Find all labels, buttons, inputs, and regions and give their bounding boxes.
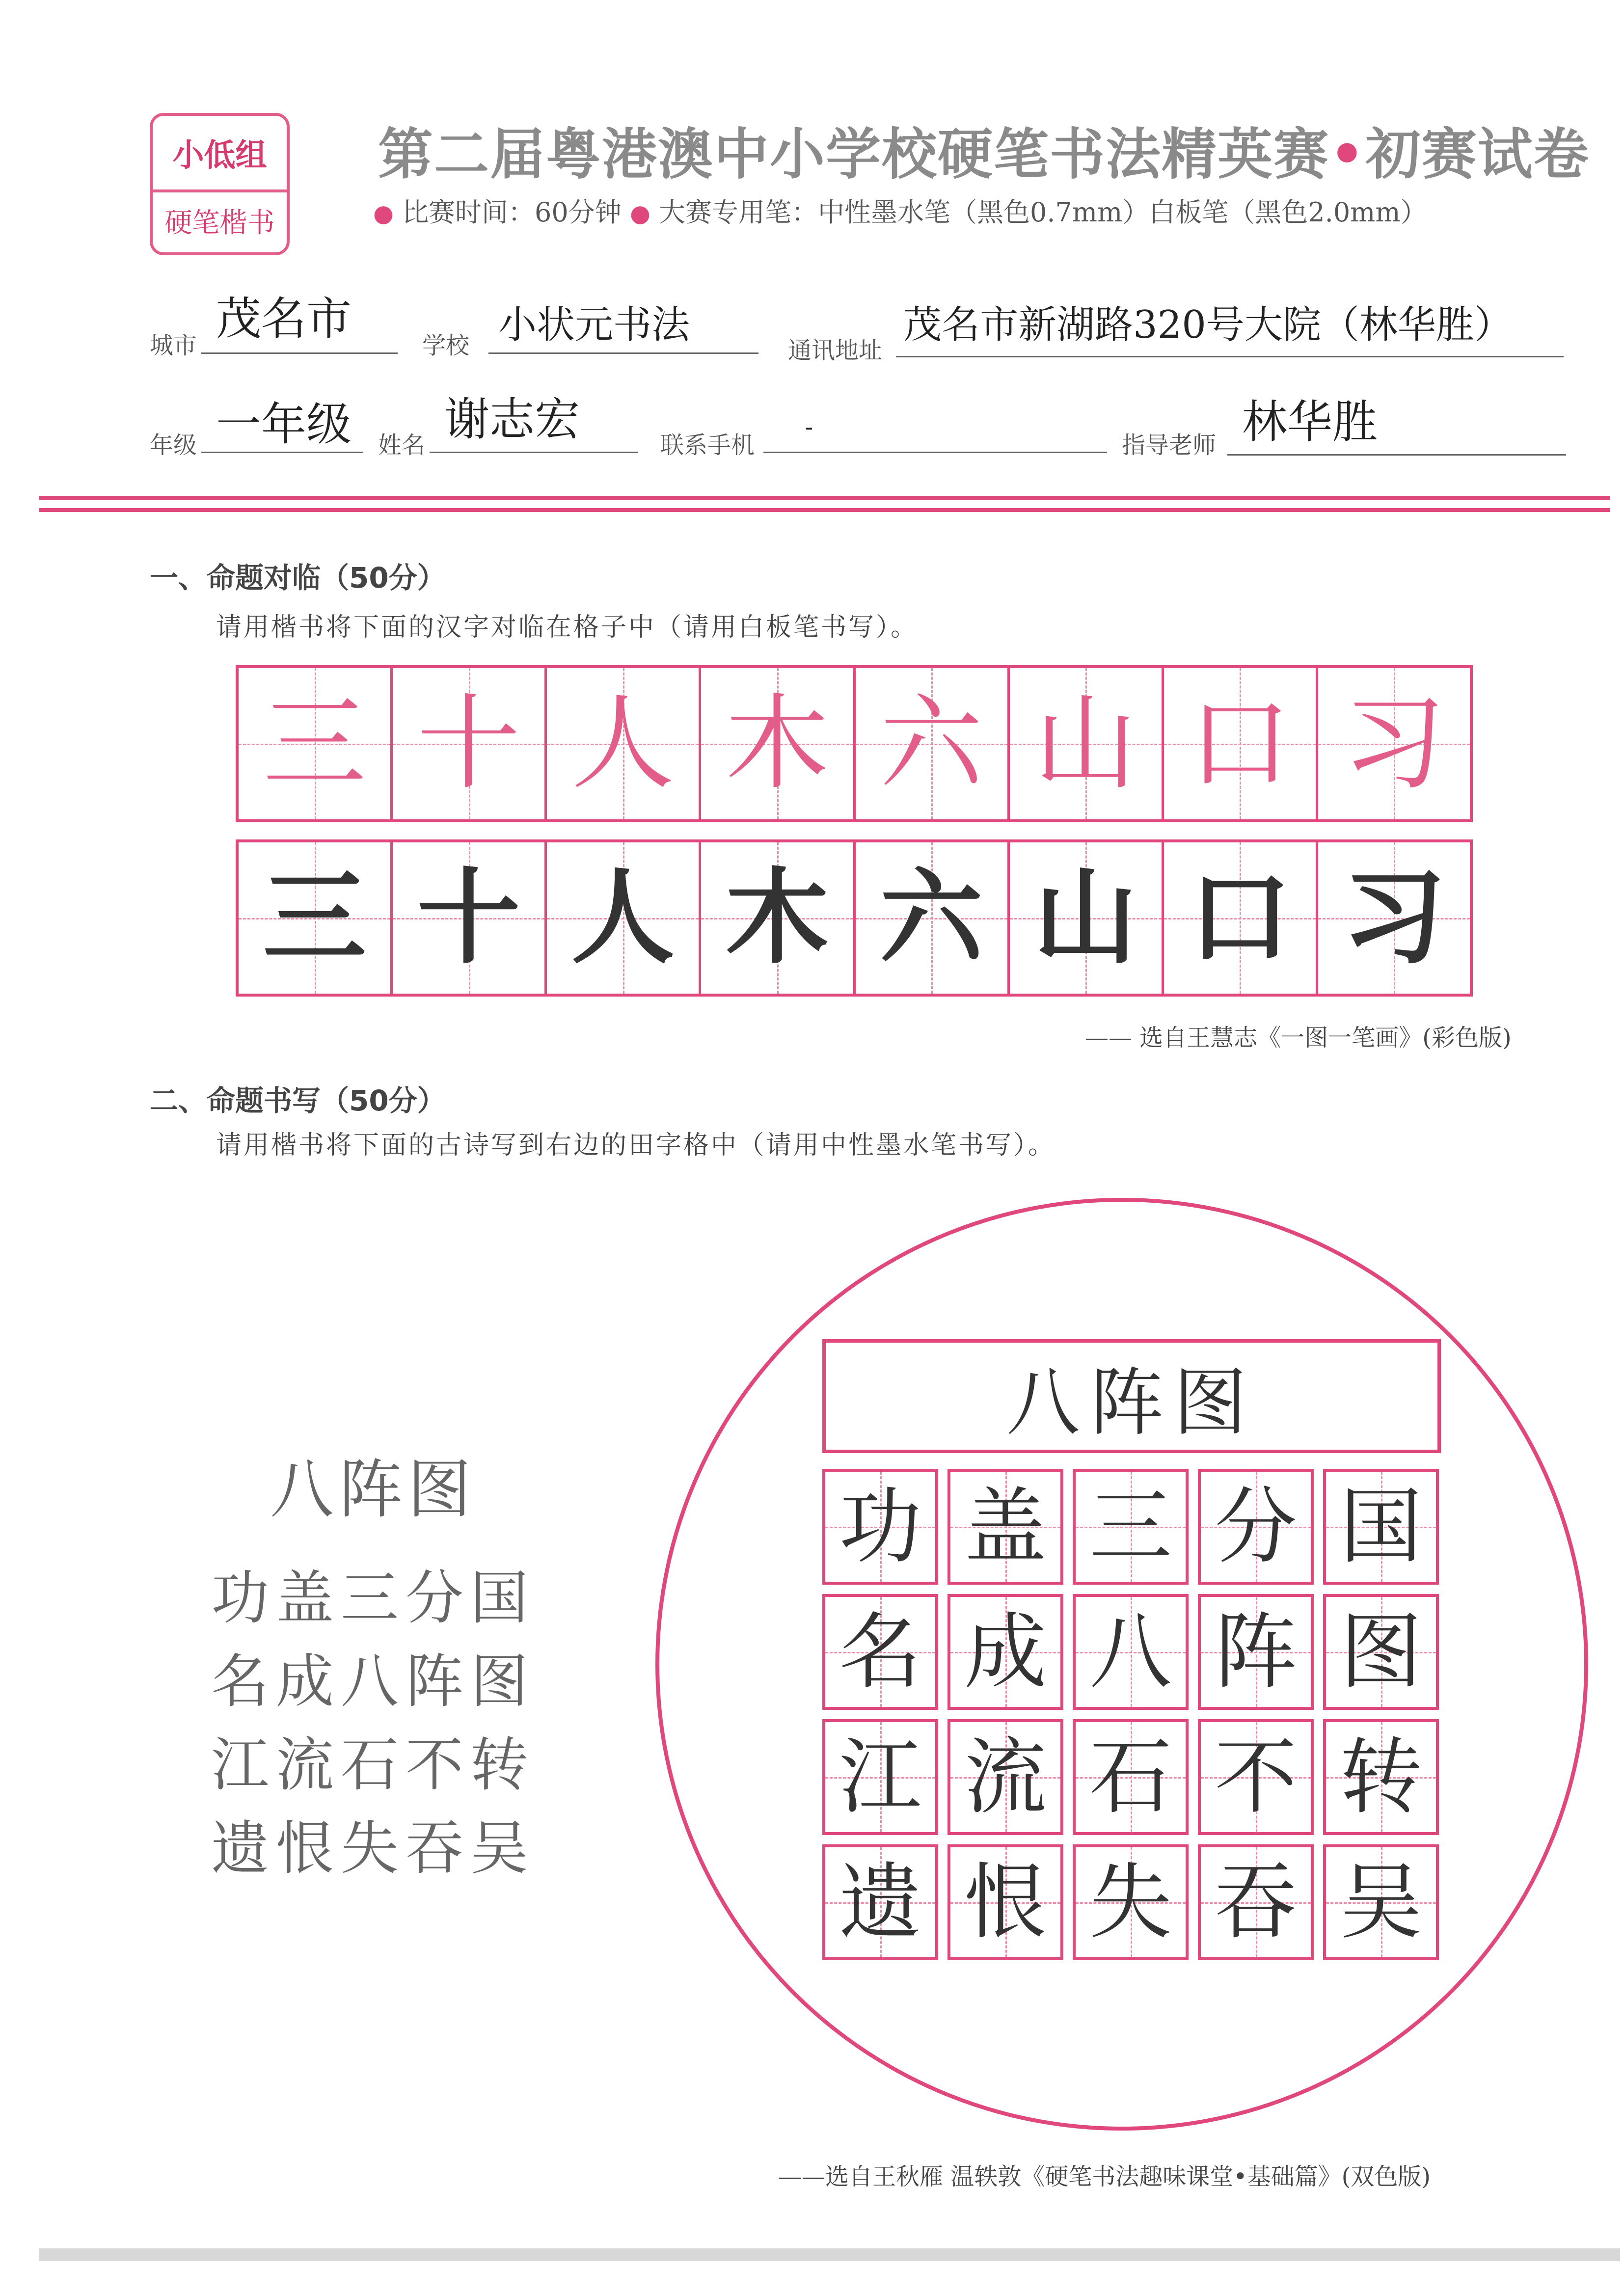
answer-cell[interactable] <box>947 1594 1063 1710</box>
answer-char: 恨 <box>964 1854 1047 1950</box>
answer-cell[interactable] <box>1198 1844 1314 1960</box>
copy-cell[interactable] <box>701 842 855 994</box>
copy-char: 山 <box>1034 858 1137 978</box>
answer-cell[interactable] <box>822 1594 938 1710</box>
answer-cell[interactable] <box>1073 1844 1189 1960</box>
school-value[interactable]: 小状元书法 <box>498 303 690 347</box>
address-label: 通讯地址 <box>788 337 883 364</box>
answer-char: 成 <box>964 1604 1047 1700</box>
model-cell <box>1010 668 1164 819</box>
section1-instruction: 请用楷书将下面的汉字对临在格子中（请用白板笔书写）。 <box>216 613 919 642</box>
copy-cell[interactable] <box>1318 842 1470 994</box>
title-tail: 初赛试卷 <box>1365 123 1590 187</box>
city-label: 城市 <box>150 332 197 359</box>
model-char: 山 <box>1034 683 1137 804</box>
answer-char: 盖 <box>964 1479 1047 1575</box>
title-main: 第二届粤港澳中小学校硬笔书法精英赛 <box>378 123 1329 187</box>
answer-char: 吞 <box>1215 1854 1297 1950</box>
badge-style-label: 硬笔楷书 <box>164 207 275 239</box>
copy-char: 十 <box>417 858 520 978</box>
model-char: 口 <box>1188 683 1292 804</box>
exam-info <box>373 191 1427 229</box>
answer-title[interactable]: 八阵图 <box>822 1339 1441 1453</box>
copy-cell[interactable] <box>239 842 393 994</box>
answer-char: 三 <box>1089 1479 1172 1575</box>
phone-underline <box>763 452 1107 453</box>
section2-title: 二、命题书写（50分） <box>150 1084 446 1117</box>
answer-cell[interactable] <box>1198 1594 1314 1710</box>
answer-char: 失 <box>1089 1854 1172 1950</box>
answer-cell[interactable] <box>822 1469 938 1585</box>
answer-cell[interactable] <box>947 1844 1063 1960</box>
answer-char: 不 <box>1215 1729 1297 1825</box>
answer-cell[interactable] <box>1073 1594 1189 1710</box>
model-char: 十 <box>417 683 520 804</box>
answer-char: 功 <box>839 1479 921 1575</box>
answer-cell[interactable] <box>1323 1844 1439 1960</box>
model-cell <box>1164 668 1318 819</box>
poem-line: 功盖三分国 <box>211 1564 536 1632</box>
badge-group-label: 小低组 <box>153 116 287 192</box>
copy-cell[interactable] <box>393 842 547 994</box>
grade-label: 年级 <box>150 432 197 459</box>
teacher-underline <box>1227 454 1566 456</box>
answer-cell[interactable] <box>1323 1469 1439 1585</box>
poem-line: 名成八阵图 <box>211 1648 536 1715</box>
copy-grid <box>236 839 1473 997</box>
answer-cell[interactable] <box>947 1719 1063 1835</box>
answer-char: 遗 <box>839 1854 921 1950</box>
answer-char: 江 <box>839 1729 921 1825</box>
name-label: 姓名 <box>378 432 426 459</box>
grade-value[interactable]: 一年级 <box>216 398 352 451</box>
copy-char: 口 <box>1188 858 1292 978</box>
answer-char: 名 <box>839 1604 921 1700</box>
answer-cell[interactable] <box>1198 1719 1314 1835</box>
exam-pen: 大赛专用笔：中性墨水笔（黑色0.7mm）白板笔（黑色2.0mm） <box>659 197 1427 228</box>
model-cell <box>393 668 547 819</box>
answer-char: 阵 <box>1215 1604 1297 1700</box>
answer-cell[interactable] <box>1323 1719 1439 1835</box>
answer-char: 吴 <box>1340 1854 1422 1950</box>
address-underline <box>896 356 1564 357</box>
copy-char: 六 <box>880 858 983 978</box>
model-char: 三 <box>263 683 366 804</box>
answer-char: 流 <box>964 1729 1047 1825</box>
copy-cell[interactable] <box>1164 842 1318 994</box>
answer-char: 石 <box>1089 1729 1172 1825</box>
teacher-value[interactable]: 林华胜 <box>1242 396 1378 448</box>
answer-cell[interactable] <box>822 1844 938 1960</box>
copy-char: 人 <box>571 858 675 978</box>
bullet-icon: ● <box>629 200 650 227</box>
city-underline <box>201 352 398 354</box>
answer-char: 八 <box>1089 1604 1172 1700</box>
poem-line: 江流石不转 <box>211 1731 536 1799</box>
poem-title: 八阵图 <box>270 1452 477 1527</box>
group-badge <box>150 113 290 255</box>
exam-time: 比赛时间：60分钟 <box>402 197 622 228</box>
copy-cell[interactable] <box>856 842 1010 994</box>
grade-underline <box>201 452 363 453</box>
model-char: 六 <box>880 683 983 804</box>
copy-char: 三 <box>263 858 366 978</box>
divider-top <box>39 496 1610 500</box>
phone-label: 联系手机 <box>660 432 755 459</box>
answer-char: 国 <box>1340 1479 1422 1575</box>
copy-char: 木 <box>725 858 829 978</box>
model-char: 木 <box>725 683 829 804</box>
model-char: 习 <box>1342 683 1446 804</box>
copy-cell[interactable] <box>1010 842 1164 994</box>
copy-char: 习 <box>1342 858 1446 978</box>
section2-source: ——选自王秋雁 温轶敦《硬笔书法趣味课堂•基础篇》(双色版) <box>778 2163 1431 2190</box>
bullet-icon: ● <box>373 200 394 227</box>
answer-char: 分 <box>1215 1479 1297 1575</box>
model-cell <box>1318 668 1470 819</box>
city-value[interactable]: 茂名市 <box>216 293 352 345</box>
phone-value[interactable]: - <box>805 413 813 441</box>
copy-cell[interactable] <box>547 842 701 994</box>
answer-cell[interactable] <box>1323 1594 1439 1710</box>
answer-cell[interactable] <box>947 1469 1063 1585</box>
model-cell <box>856 668 1010 819</box>
model-grid <box>236 665 1473 822</box>
answer-cell[interactable] <box>822 1719 938 1835</box>
address-value[interactable]: 茂名市新湖路320号大院（林华胜） <box>903 303 1513 347</box>
answer-char: 图 <box>1340 1604 1422 1700</box>
school-label: 学校 <box>422 332 470 359</box>
teacher-label: 指导老师 <box>1122 432 1217 459</box>
section1-source: —— 选自王慧志《一图一笔画》(彩色版) <box>1085 1024 1512 1052</box>
page-title <box>378 110 1590 187</box>
model-cell <box>701 668 855 819</box>
answer-cell[interactable] <box>1073 1469 1189 1585</box>
answer-cell[interactable] <box>1073 1719 1189 1835</box>
section2-instruction: 请用楷书将下面的古诗写到右边的田字格中（请用中性墨水笔书写）。 <box>216 1131 1056 1160</box>
model-cell <box>547 668 701 819</box>
school-underline <box>488 352 758 354</box>
footer-bar <box>39 2248 1620 2261</box>
answer-cell[interactable] <box>1198 1469 1314 1585</box>
model-cell <box>239 668 393 819</box>
divider-bottom <box>39 508 1610 512</box>
poem-line: 遗恨失吞吴 <box>211 1814 536 1882</box>
name-underline <box>430 452 638 453</box>
title-dot: • <box>1329 123 1366 187</box>
name-value[interactable]: 谢志宏 <box>444 393 580 446</box>
section1-title: 一、命题对临（50分） <box>150 561 446 594</box>
answer-char: 转 <box>1340 1729 1422 1825</box>
model-char: 人 <box>571 683 675 804</box>
